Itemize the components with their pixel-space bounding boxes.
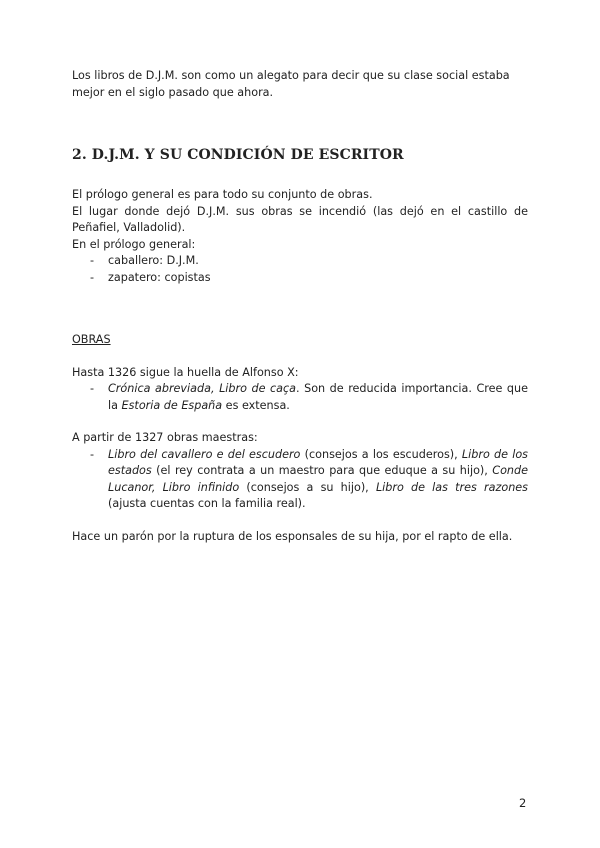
- list-item: - Libro del cavallero e del escudero (consejos a los escuderos), Libro de los estados (el rey contrata a un maestro para que eduque a su hijo), Conde Lucanor, Libro infinido (consejos a su hijo), Libro de las tres razones (ajusta cuentas con la familia real).: [90, 447, 529, 510]
- dash-marker: -: [90, 382, 95, 395]
- paragraph-paron: Hace un parón por la ruptura de los esponsales de su hija, por el rapto de ella.: [72, 529, 513, 543]
- list-item: - caballero: D.J.M.: [72, 253, 528, 270]
- dash-marker: -: [90, 254, 95, 267]
- bullet-list: [72, 253, 528, 286]
- page-body: [72, 68, 528, 545]
- section-heading: 2. D.J.M. Y SU CONDICIÓN DE ESCRITOR: [72, 147, 404, 163]
- paragraph-hasta-1326: Hasta 1326 sigue la huella de Alfonso X:: [72, 365, 299, 379]
- list-item: - zapatero: copistas: [72, 270, 528, 287]
- dash-marker: -: [90, 270, 95, 284]
- bullet-list: [72, 447, 528, 513]
- page-number: 2: [519, 796, 527, 810]
- dash-marker: -: [90, 447, 95, 461]
- paragraph-prologo-general: En el prólogo general:: [72, 237, 196, 251]
- paragraph-prologo: El prólogo general es para todo su conjunto de obras.: [72, 188, 373, 201]
- list-item: - Crónica abreviada, Libro de caça. Son de reducida importancia. Cree que la Estoria de España es extensa.: [90, 382, 528, 412]
- paragraph-a-partir-1327: A partir de 1327 obras maestras:: [72, 431, 258, 444]
- bullet-list: [72, 381, 528, 414]
- obras-title: OBRAS: [72, 333, 111, 346]
- intro-paragraph: Los libros de D.J.M. son como un alegato para decir que su clase social estaba mejor en el siglo pasado que ahora.: [72, 69, 510, 99]
- paragraph-lugar: El lugar donde dejó D.J.M. sus obras se incendió (las dejó en el castillo de Peñafiel, Valladolid).: [72, 204, 528, 234]
